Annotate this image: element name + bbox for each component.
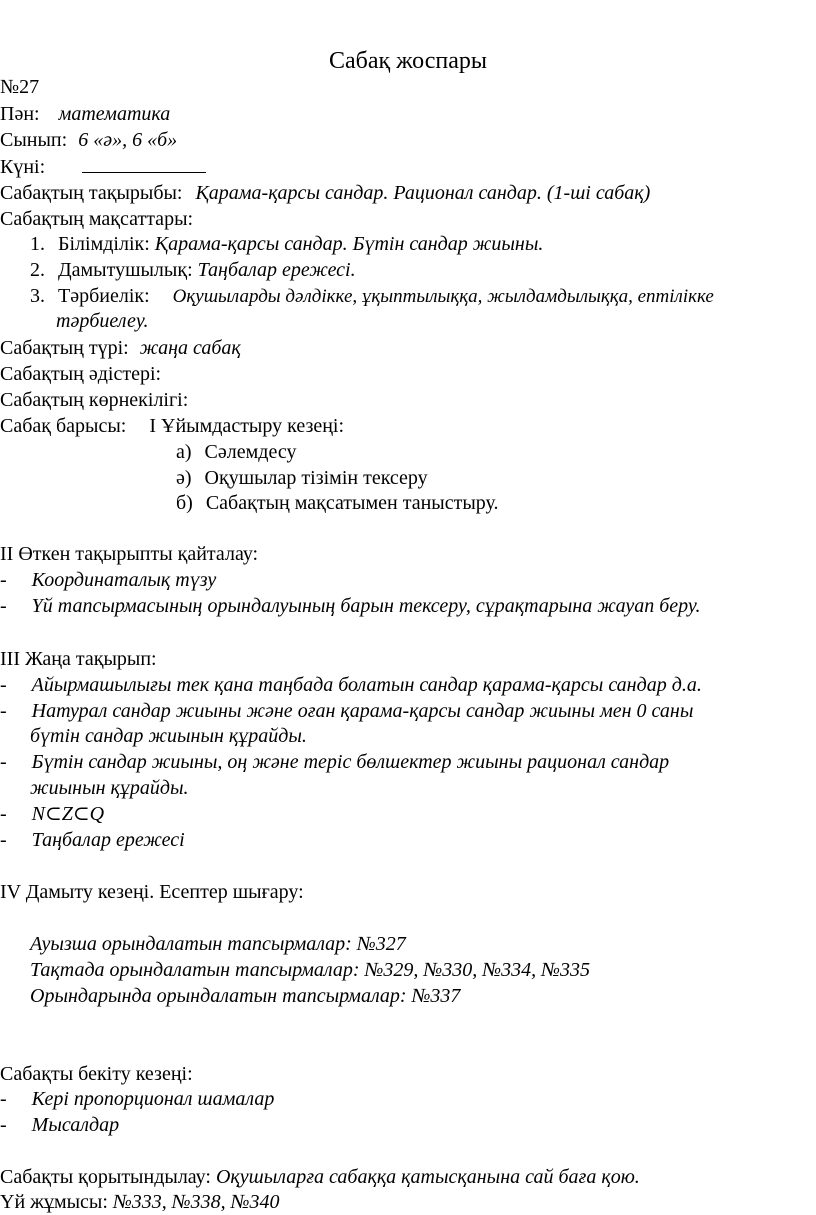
course-item-mark: б) xyxy=(176,492,193,514)
reinforce-heading: Сабақты бекіту кезеңі: xyxy=(0,1063,193,1085)
set-inclusion-formula: N⊂Z⊂Q xyxy=(31,803,105,825)
new-topic-item xyxy=(0,749,669,775)
course-item-3 xyxy=(176,490,499,516)
goal-value-continued: тәрбиелеу. xyxy=(56,310,149,332)
date-line xyxy=(0,154,206,180)
course-item-text: Сәлемдесу xyxy=(204,441,297,463)
bullet-dash: - xyxy=(0,751,7,773)
course-item-mark: а) xyxy=(176,441,192,463)
new-topic-item xyxy=(0,698,693,724)
lesson-type-value: жаңа сабақ xyxy=(139,337,241,359)
goal-label: Білімділік: xyxy=(58,233,150,255)
goal-item-2 xyxy=(30,257,356,283)
course-line xyxy=(0,413,344,439)
review-item xyxy=(0,567,216,593)
seat-tasks: Орындарында орындалатын тапсырмалар: №337 xyxy=(30,985,461,1007)
goal-item-3 xyxy=(30,283,714,310)
bullet-dash: - xyxy=(0,829,7,851)
goal-number: 3. xyxy=(30,285,45,307)
course-item-2 xyxy=(176,465,428,491)
subject-line xyxy=(0,101,170,127)
summary-value: Оқушыларға сабаққа қатысқанына сай баға қою. xyxy=(215,1166,640,1188)
new-topic-item-text: Таңбалар ережесі xyxy=(31,829,185,851)
oral-tasks: Ауызша орындалатын тапсырмалар: №327 xyxy=(30,933,406,955)
new-topic-item-text: Бүтін сандар жиыны, оң және теріс бөлшектер жиыны рационал сандар xyxy=(31,751,670,773)
date-blank xyxy=(82,156,206,173)
topic-value: Қарама-қарсы сандар. Рационал сандар. (1-ші сабақ) xyxy=(195,182,651,204)
bullet-dash: - xyxy=(0,1088,7,1110)
bullet-dash: - xyxy=(0,595,7,617)
date-label: Күні: xyxy=(0,156,46,178)
new-topic-item xyxy=(0,827,185,853)
goal-value: Таңбалар ережесі. xyxy=(197,259,356,281)
goal-item-1 xyxy=(30,231,543,257)
new-topic-heading: III Жаңа тақырып: xyxy=(0,648,157,670)
review-heading: II Өткен тақырыпты қайталау: xyxy=(0,543,259,565)
new-topic-item-text: Натурал сандар жиыны және оған қарама-қарсы сандар жиыны мен 0 саны xyxy=(31,700,694,722)
bullet-dash: - xyxy=(0,803,7,825)
new-topic-item xyxy=(0,801,104,827)
bullet-dash: - xyxy=(0,569,7,591)
goals-heading: Сабақтың мақсаттары: xyxy=(0,208,194,230)
subject-label: Пән: xyxy=(0,103,40,125)
reinforce-item xyxy=(0,1086,274,1112)
course-label: Сабақ барысы: xyxy=(0,415,127,437)
grade-line xyxy=(0,127,177,153)
new-topic-item-continued: жиынын құрайды. xyxy=(30,777,189,799)
lesson-type-label: Сабақтың түрі: xyxy=(0,337,129,359)
bullet-dash: - xyxy=(0,1114,7,1136)
homework-line xyxy=(0,1189,280,1215)
grade-label: Сынып: xyxy=(0,129,68,151)
new-topic-item xyxy=(0,672,702,698)
grade-value: 6 «ә», 6 «б» xyxy=(78,129,178,151)
reinforce-item-text: Кері пропорционал шамалар xyxy=(31,1088,275,1110)
board-tasks: Тақтада орындалатын тапсырмалар: №329, №330, №334, №335 xyxy=(30,959,590,981)
visuals-line: Сабақтың көрнекілігі: xyxy=(0,389,189,411)
lesson-type-line xyxy=(0,335,241,361)
subject-value: математика xyxy=(58,103,171,125)
topic-label: Сабақтың тақырыбы: xyxy=(0,182,183,204)
course-item-text: Сабақтың мақсатымен таныстыру. xyxy=(205,492,499,514)
goal-number: 1. xyxy=(30,233,45,255)
course-item-mark: ә) xyxy=(176,467,192,489)
methods-line: Сабақтың әдістері: xyxy=(0,363,162,385)
review-item-text: Координаталық түзу xyxy=(31,569,217,591)
reinforce-item xyxy=(0,1112,119,1138)
summary-line xyxy=(0,1164,640,1190)
course-item-text: Оқушылар тізімін тексеру xyxy=(204,467,428,489)
goal-value: Оқушыларды дәлдікке, ұқыптылыққа, жылдамдылыққа, ептілікке xyxy=(172,286,714,307)
new-topic-item-text: Айырмашылығы тек қана таңбада болатын сандар қарама-қарсы сандар д.а. xyxy=(31,674,702,696)
bullet-dash: - xyxy=(0,700,7,722)
course-item-1 xyxy=(176,439,296,465)
review-item-text: Үй тапсырмасының орындалуының барын тексеру, сұрақтарына жауап беру. xyxy=(31,595,701,617)
goal-value: Қарама-қарсы сандар. Бүтін сандар жиыны. xyxy=(154,233,544,255)
document-title: Сабақ жоспары xyxy=(328,48,488,74)
lesson-number: №27 xyxy=(0,76,40,98)
topic-line xyxy=(0,180,650,206)
reinforce-item-text: Мысалдар xyxy=(31,1114,120,1136)
stage-one-heading: I Ұйымдастыру кезеңі: xyxy=(149,415,345,437)
bullet-dash: - xyxy=(0,674,7,696)
homework-value: №333, №338, №340 xyxy=(112,1191,280,1213)
homework-label: Үй жұмысы: xyxy=(0,1191,108,1213)
goal-label: Тәрбиелік: xyxy=(58,285,150,307)
new-topic-item-continued: бүтін сандар жиынын құрайды. xyxy=(30,725,307,747)
goal-label: Дамытушылық: xyxy=(58,259,193,281)
goal-number: 2. xyxy=(30,259,45,281)
develop-heading: IV Дамыту кезеңі. Есептер шығару: xyxy=(0,881,304,903)
review-item xyxy=(0,593,701,619)
summary-label: Сабақты қорытындылау: xyxy=(0,1166,211,1188)
